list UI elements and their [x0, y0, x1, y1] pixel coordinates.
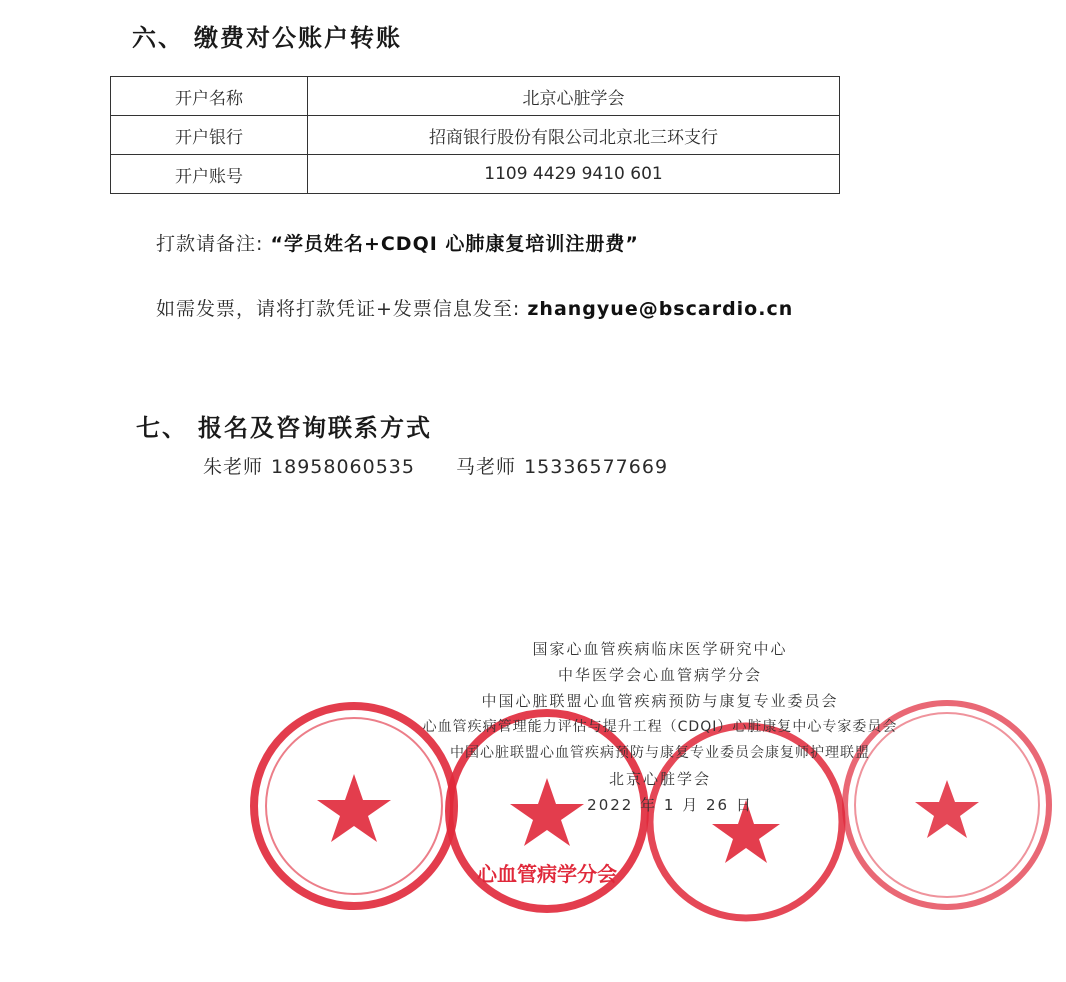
seal-bottom-text: 心血管病学分会 — [477, 862, 617, 886]
invoice-instruction — [156, 294, 793, 321]
org-3: 中国心脏联盟心血管疾病预防与康复专业委员会 — [481, 692, 839, 710]
account-name-value: 北京心脏学会 — [308, 77, 840, 116]
contact-1-name: 朱老师 — [203, 456, 264, 478]
contact-list — [203, 452, 676, 479]
contact-2-phone: 15336577669 — [524, 456, 669, 478]
table-row — [111, 77, 840, 116]
bank-value: 招商银行股份有限公司北京北三环支行 — [308, 116, 840, 155]
section-6-title: 缴费对公账户转账 — [194, 24, 402, 52]
org-1: 国家心血管疾病临床医学研究中心 — [532, 640, 788, 658]
remark-value: “学员姓名+CDQI 心肺康复培训注册费” — [270, 233, 639, 255]
invoice-prefix: 如需发票，请将打款凭证+发票信息发至: — [156, 298, 521, 320]
section-6-heading — [132, 18, 402, 53]
account-table — [110, 76, 840, 194]
bank-label: 开户银行 — [111, 116, 308, 155]
payment-remark — [156, 229, 639, 256]
issue-date: 2022 年 1 月 26 日 — [587, 796, 753, 814]
account-number-value: 1109 4429 9410 601 — [308, 155, 840, 194]
invoice-email[interactable]: zhangyue@bscardio.cn — [527, 298, 794, 320]
account-number-label: 开户账号 — [111, 155, 308, 194]
table-row — [111, 116, 840, 155]
section-6-number: 六、 — [132, 24, 184, 52]
account-name-label: 开户名称 — [111, 77, 308, 116]
org-5: 中国心脏联盟心血管疾病预防与康复专业委员会康复师护理联盟 — [450, 745, 870, 761]
section-7-number: 七、 — [136, 414, 188, 442]
org-6: 北京心脏学会 — [608, 770, 711, 788]
table-row — [111, 155, 840, 194]
contact-2-name: 马老师 — [456, 456, 517, 478]
section-7-title: 报名及咨询联系方式 — [198, 414, 432, 442]
contact-1-phone: 18958060535 — [271, 456, 415, 478]
remark-prefix: 打款请备注: — [156, 233, 264, 255]
issuing-organizations — [380, 636, 940, 818]
org-4: 心血管疾病管理能力评估与提升工程（CDQI）心脏康复中心专家委员会 — [422, 719, 898, 735]
section-7-heading — [136, 408, 432, 443]
org-2: 中华医学会心血管病学分会 — [557, 666, 762, 684]
